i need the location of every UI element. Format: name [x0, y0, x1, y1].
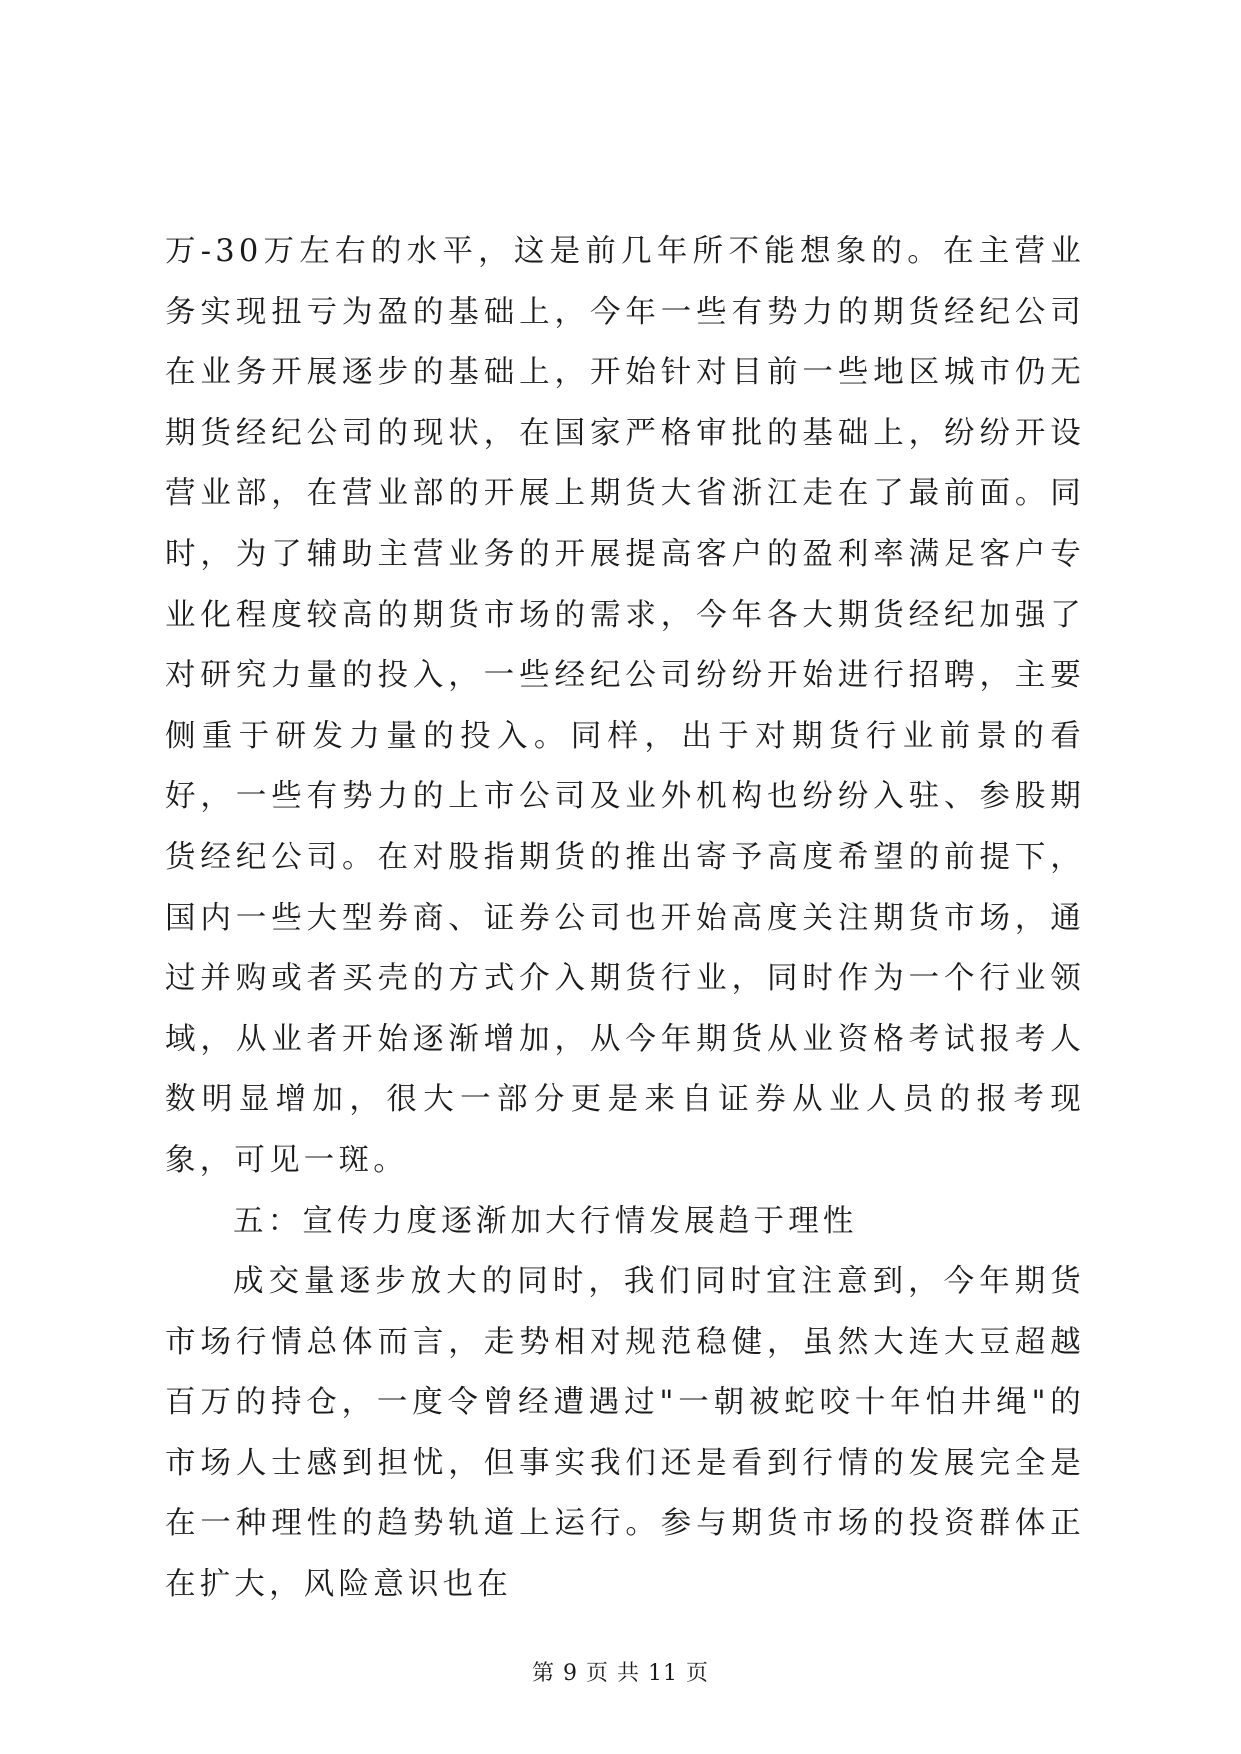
paragraph-continued: 万-30万左右的水平，这是前几年所不能想象的。在主营业务实现扭亏为盈的基础上，今年一些有势力的期货经纪公司在业务开展逐步的基础上，开始针对目前一些地区城市仍无期货经纪公司的现状，在国家严格审批的基础上，纷纷开设营业部，在营业部的开展上期货大省浙江走在了最前面。同时，为了辅助主营业务的开展提高客户的盈利率满足客户专业化程度较高的期货市场的需求，今年各大期货经纪加强了对研究力量的投入，一些经纪公司纷纷开始进行招聘，主要侧重于研发力量的投入。同样，出于对期货行业前景的看好，一些有势力的上市公司及业外机构也纷纷入驻、参股期货经纪公司。在对股指期货的推出寄予高度希望的前提下，国内一些大型券商、证券公司也开始高度关注期货市场，通过并购或者买壳的方式介入期货行业，同时作为一个行业领域，从业者开始逐渐增加，从今年期货从业资格考试报考人数明显增加，很大一部分更是来自证券从业人员的报考现象，可见一斑。 [165, 234, 1085, 1178]
paragraph: 成交量逐步放大的同时，我们同时宜注意到，今年期货市场行情总体而言，走势相对规范稳健，虽然大连大豆超越百万的持仓，一度令曾经遭遇过"一朝被蛇咬十年怕井绳"的市场人士感到担忧，但事实我们还是看到行情的发展完全是在一种理性的趋势轨道上运行。参与期货市场的投资群体正在扩大，风险意识也在 [165, 1264, 1085, 1603]
page-footer [0, 1656, 1241, 1687]
document-body [165, 222, 1085, 1616]
section-heading: 五：宣传力度逐渐加大行情发展趋于理性 [233, 1203, 858, 1239]
page-number: 第 9 页 共 11 页 [532, 1661, 709, 1686]
